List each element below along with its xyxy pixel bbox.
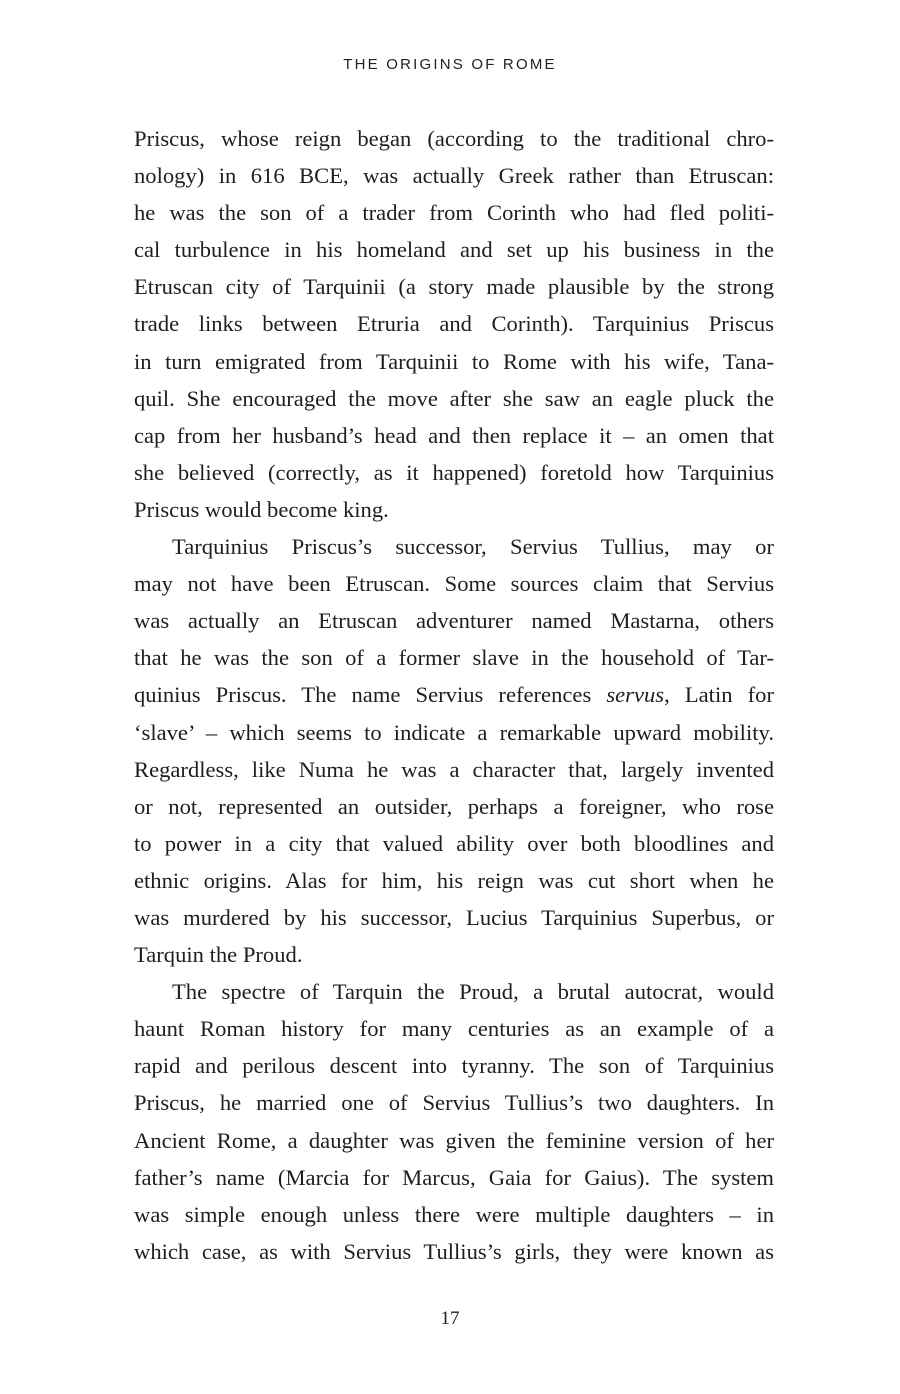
text-line: was actually an Etruscan adventurer named Mastarna, others	[134, 608, 774, 634]
text-line: trade links between Etruria and Corinth). Tarquinius Priscus	[134, 311, 774, 337]
text-line: was simple enough unless there were multiple daughters – in	[134, 1201, 774, 1227]
text-line: Etruscan city of Tarquinii (a story made plausible by the strong	[134, 274, 774, 300]
paragraph-1	[134, 120, 774, 528]
text-line: he was the son of a trader from Corinth who had fled politi-	[134, 200, 774, 226]
text-line: Tarquinius Priscus’s successor, Servius Tullius, may or	[172, 534, 774, 560]
text-line: which case, as with Servius Tullius’s girls, they were known as	[134, 1238, 774, 1264]
text-line: cal turbulence in his homeland and set up his business in the	[134, 237, 774, 263]
text-segment: quinius Priscus. The name Servius references	[134, 682, 592, 708]
text-line: cap from her husband’s head and then replace it – an omen that	[134, 422, 774, 448]
text-line: to power in a city that valued ability over both bloodlines and	[134, 830, 774, 856]
text-line: quil. She encouraged the move after she saw an eagle pluck the	[134, 385, 774, 411]
page-number: 17	[440, 1308, 460, 1329]
running-head: THE ORIGINS OF ROME	[343, 56, 557, 73]
text-line: rapid and perilous descent into tyranny. The son of Tarquinius	[134, 1053, 774, 1079]
body-text	[134, 120, 774, 1270]
text-line: Regardless, like Numa he was a character that, largely invented	[134, 756, 774, 782]
text-line: Priscus, he married one of Servius Tullius’s two daughters. In	[134, 1090, 774, 1116]
text-line: Tarquin the Proud.	[134, 942, 303, 968]
text-line: The spectre of Tarquin the Proud, a brutal autocrat, would	[172, 979, 774, 1005]
text-line: ‘slave’ – which seems to indicate a remarkable upward mobility.	[134, 719, 774, 745]
italic-term: servus	[606, 682, 665, 708]
paragraph-2	[134, 528, 774, 973]
text-line: she believed (correctly, as it happened) foretold how Tarquinius	[134, 459, 774, 485]
text-line: or not, represented an outsider, perhaps a foreigner, who rose	[134, 793, 774, 819]
text-line: Ancient Rome, a daughter was given the feminine version of her	[134, 1127, 774, 1153]
text-line: was murdered by his successor, Lucius Tarquinius Superbus, or	[134, 904, 774, 930]
text-line-with-italic	[134, 676, 774, 713]
paragraph-3	[134, 973, 774, 1270]
text-line: nology) in 616 BCE, was actually Greek rather than Etruscan:	[134, 163, 774, 189]
text-line: that he was the son of a former slave in the household of Tar-	[134, 645, 774, 671]
text-line: may not have been Etruscan. Some sources claim that Servius	[134, 571, 774, 597]
text-line: ethnic origins. Alas for him, his reign was cut short when he	[134, 867, 774, 893]
text-line: Priscus would become king.	[134, 496, 389, 522]
text-line: in turn emigrated from Tarquinii to Rome with his wife, Tana-	[134, 348, 774, 374]
text-segment: , Latin for	[664, 682, 774, 708]
text-line: haunt Roman history for many centuries as an example of a	[134, 1016, 774, 1042]
text-line: Priscus, whose reign began (according to the traditional chro-	[134, 126, 774, 151]
text-line: father’s name (Marcia for Marcus, Gaia for Gaius). The system	[134, 1164, 774, 1190]
